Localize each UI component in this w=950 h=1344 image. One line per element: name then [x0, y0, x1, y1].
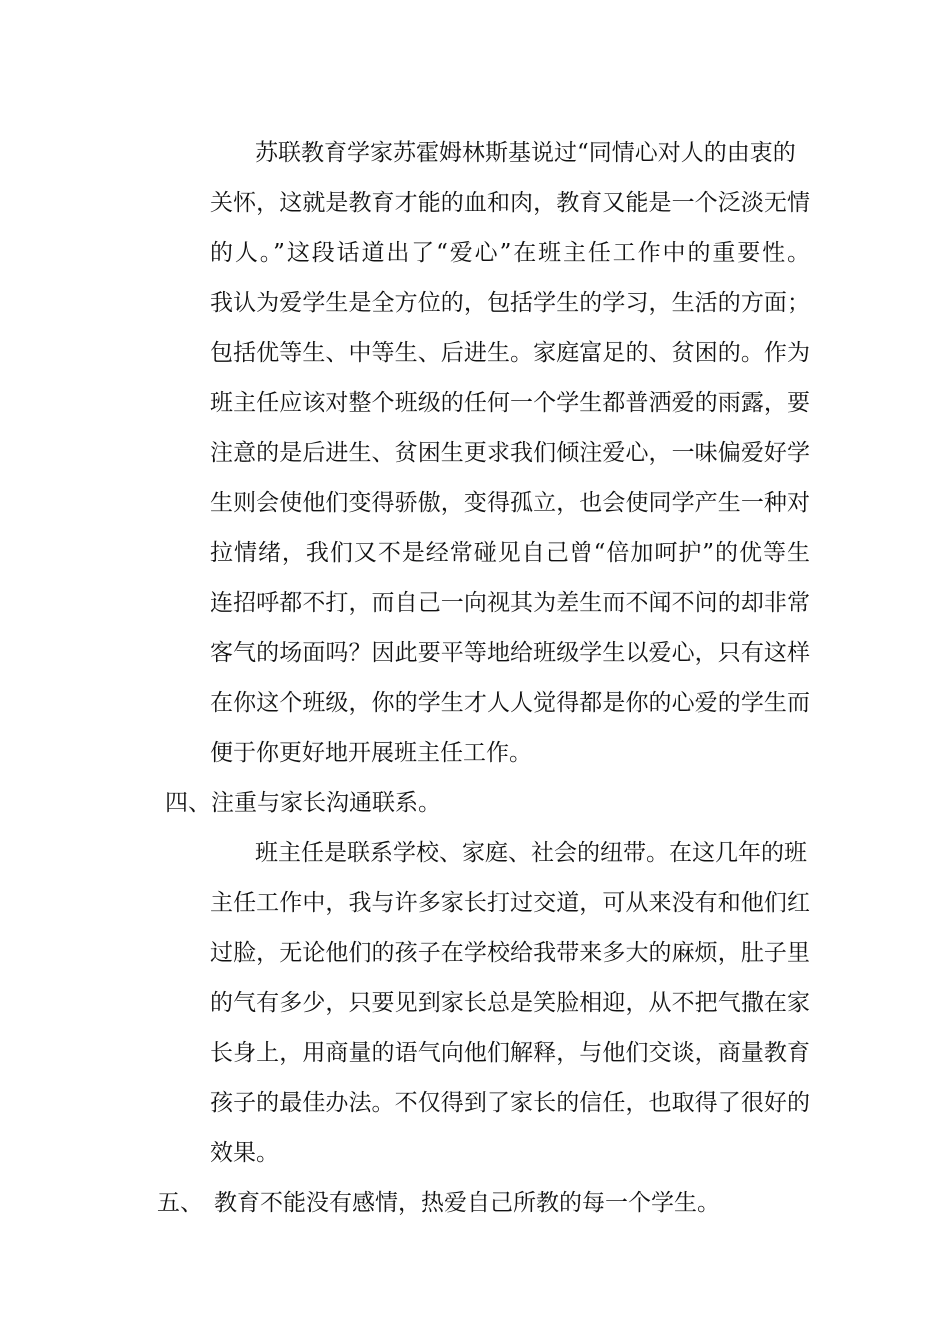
paragraph-line: 主任工作中，我与许多家长打过交道，可从来没有和他们红: [210, 890, 810, 916]
paragraph-line: 班主任应该对整个班级的任何一个学生都普洒爱的雨露，要: [210, 390, 810, 416]
paragraph-line: 效果。: [210, 1140, 279, 1166]
section-heading-5-text: 教育不能没有感情，热爱自己所教的每一个学生。: [214, 1190, 720, 1216]
paragraph-line: 注意的是后进生、贫困生更求我们倾注爱心，一味偏爱好学: [210, 440, 810, 466]
paragraph-line: 生则会使他们变得骄傲，变得孤立，也会使同学产生一种对: [210, 490, 810, 516]
paragraph-line: 长身上，用商量的语气向他们解释，与他们交谈，商量教育: [210, 1040, 810, 1066]
section-heading-5-number: 五、: [157, 1190, 203, 1216]
paragraph-line: 连招呼都不打，而自己一向视其为差生而不闻不问的却非常: [210, 590, 810, 616]
paragraph-line: 过脸，无论他们的孩子在学校给我带来多大的麻烦，肚子里: [210, 940, 810, 966]
paragraph-line: 在你这个班级，你的学生才人人觉得都是你的心爱的学生而: [210, 690, 810, 716]
paragraph-line: 便于你更好地开展班主任工作。: [210, 740, 532, 766]
paragraph-line: 苏联教育学家苏霍姆林斯基说过“同情心对人的由衷的: [255, 140, 796, 166]
paragraph-line: 孩子的最佳办法。不仅得到了家长的信任，也取得了很好的: [210, 1090, 810, 1116]
section-heading-4: 四、注重与家长沟通联系。: [165, 790, 441, 816]
paragraph-line: 的气有多少，只要见到家长总是笑脸相迎，从不把气撒在家: [210, 990, 810, 1016]
paragraph-line: 的人。”这段话道出了“爱心”在班主任工作中的重要性。: [210, 240, 810, 266]
paragraph-line: 客气的场面吗？因此要平等地给班级学生以爱心，只有这样: [210, 640, 810, 666]
paragraph-line: 包括优等生、中等生、后进生。家庭富足的、贫困的。作为: [210, 340, 810, 366]
paragraph-line: 班主任是联系学校、家庭、社会的纽带。在这几年的班: [255, 840, 807, 866]
paragraph-line: 我认为爱学生是全方位的，包括学生的学习，生活的方面；: [210, 290, 810, 316]
paragraph-line: 关怀，这就是教育才能的血和肉，教育又能是一个泛淡无情: [210, 190, 810, 216]
paragraph-line: 拉情绪，我们又不是经常碰见自己曾“倍加呵护”的优等生: [210, 540, 810, 566]
